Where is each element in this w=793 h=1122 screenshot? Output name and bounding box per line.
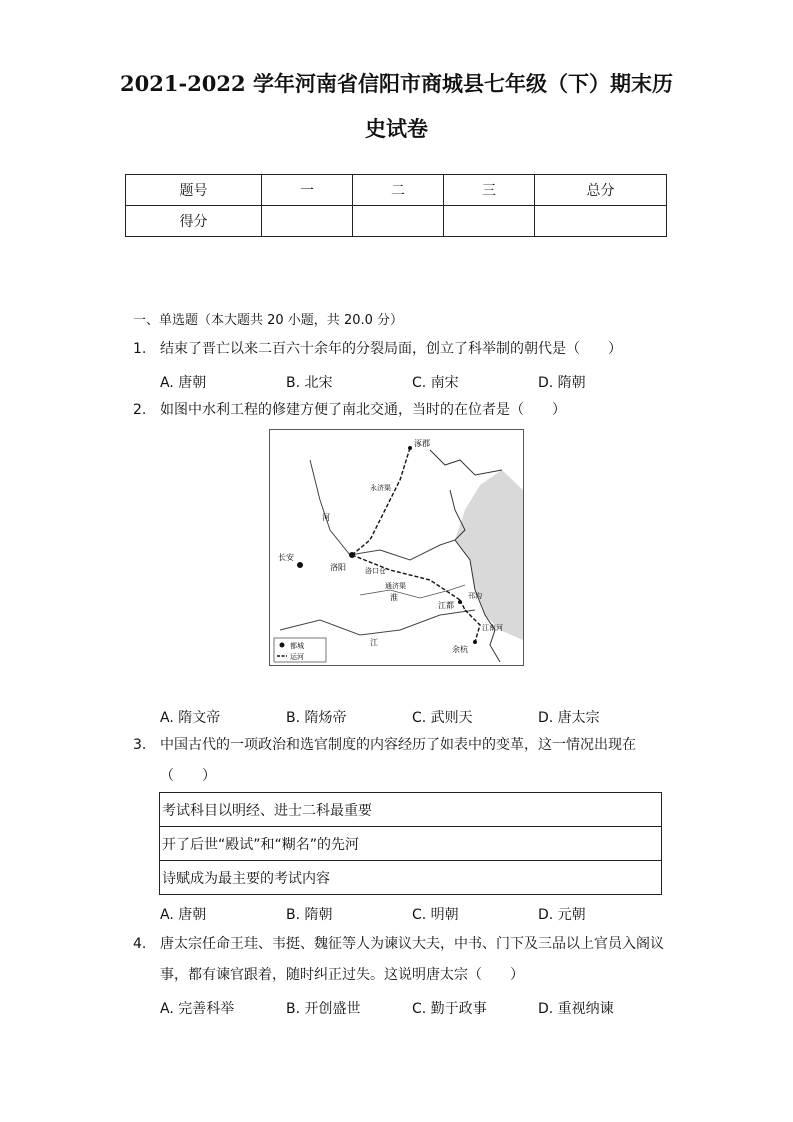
sea-area [455, 470, 523, 640]
option-a[interactable]: A. 完善科举 [160, 1001, 235, 1017]
label-huai: 淮 [390, 593, 398, 602]
question-table [159, 792, 662, 895]
label-changan: 长安 [278, 553, 294, 562]
label-jiangnan: 江南河 [482, 624, 503, 632]
option-d[interactable]: D. 唐太宗 [538, 710, 600, 726]
question-text-continued: （ ） [160, 768, 216, 784]
score-table-header-row [126, 175, 667, 206]
table-row [160, 793, 662, 827]
score-row-label: 得分 [126, 206, 262, 237]
legend-capital-symbol [280, 643, 285, 648]
label-zhuojun: 涿郡 [414, 439, 430, 448]
question-number: 2. [133, 402, 147, 418]
option-c[interactable]: C. 明朝 [412, 907, 459, 923]
zhuojun-marker [408, 446, 412, 450]
option-c[interactable]: C. 武则天 [412, 710, 473, 726]
option-a[interactable]: A. 隋文帝 [160, 710, 221, 726]
score-header-cell: 总分 [535, 175, 667, 206]
option-b[interactable]: B. 隋炀帝 [286, 710, 347, 726]
table-row [160, 827, 662, 861]
label-tongji: 通济渠 [385, 582, 406, 590]
question-text: 中国古代的一项政治和选官制度的内容经历了如表中的变革，这一情况出现在 [160, 737, 636, 753]
label-jiang: 江 [370, 638, 378, 647]
exam-title-line2: 史试卷 [365, 116, 428, 141]
score-table [125, 174, 667, 237]
table-cell: 诗赋成为最主要的考试内容 [160, 861, 662, 895]
question-number: 1. [133, 341, 147, 357]
score-cell [535, 206, 667, 237]
capital-luoyang-marker [349, 552, 355, 558]
table-cell: 考试科目以明经、进士二科最重要 [160, 793, 662, 827]
legend-capital-label: 都城 [290, 642, 304, 650]
yuhang-marker [473, 640, 477, 644]
river-huai [360, 585, 465, 598]
label-yongji: 永济渠 [370, 484, 391, 492]
score-header-cell: 一 [262, 175, 353, 206]
question-number: 3. [133, 737, 147, 753]
option-d[interactable]: D. 隋朝 [538, 375, 586, 391]
label-luoyang: 洛阳 [330, 563, 346, 572]
label-he: 河 [322, 513, 330, 522]
river-he [310, 460, 455, 560]
score-header-cell: 三 [444, 175, 535, 206]
question-number: 4. [133, 936, 147, 952]
table-row [160, 861, 662, 895]
score-cell [262, 206, 353, 237]
capital-changan-marker [297, 562, 303, 568]
option-d[interactable]: D. 重视纳谏 [538, 1001, 614, 1017]
score-cell [353, 206, 444, 237]
legend-canal-label: 运河 [290, 653, 304, 661]
question-text: 如图中水利工程的修建方便了南北交通，当时的在位者是（ ） [160, 402, 566, 418]
question-text: 结束了晋亡以来二百六十余年的分裂局面，创立了科举制的朝代是（ ） [160, 341, 622, 357]
score-table-row [126, 206, 667, 237]
question-text-continued: 事，都有谏官跟着，随时纠正过失。这说明唐太宗（ ） [160, 967, 524, 983]
jiangdu-marker [458, 600, 462, 604]
label-jiangdu: 江都 [438, 601, 454, 610]
option-b[interactable]: B. 开创盛世 [286, 1001, 361, 1017]
score-header-cell: 二 [353, 175, 444, 206]
map-svg [270, 430, 523, 665]
option-a[interactable]: A. 唐朝 [160, 375, 207, 391]
score-header-cell: 题号 [126, 175, 262, 206]
label-hangou: 邗沟 [468, 592, 482, 600]
grand-canal-map [269, 429, 524, 666]
exam-title-line1: 2021-2022 学年河南省信阳市商城县七年级（下）期末历 [120, 71, 673, 96]
label-yuhang: 余杭 [452, 645, 468, 654]
option-b[interactable]: B. 北宋 [286, 375, 333, 391]
option-c[interactable]: C. 南宋 [412, 375, 459, 391]
question-text: 唐太宗任命王珪、韦挺、魏征等人为谏议大夫，中书、门下及三品以上官员入阁议 [160, 936, 664, 952]
canal-jiangnan [465, 610, 480, 642]
label-luokoucang: 洛口仓 [365, 567, 386, 575]
section-heading: 一、单选题（本大题共 20 小题，共 20.0 分） [133, 313, 404, 328]
option-c[interactable]: C. 勤于政事 [412, 1001, 487, 1017]
table-cell: 开了后世“殿试”和“糊名”的先河 [160, 827, 662, 861]
option-a[interactable]: A. 唐朝 [160, 907, 207, 923]
option-d[interactable]: D. 元朝 [538, 907, 586, 923]
score-cell [444, 206, 535, 237]
option-b[interactable]: B. 隋朝 [286, 907, 333, 923]
river-jiang [280, 610, 475, 635]
canal-yongji [352, 448, 410, 555]
